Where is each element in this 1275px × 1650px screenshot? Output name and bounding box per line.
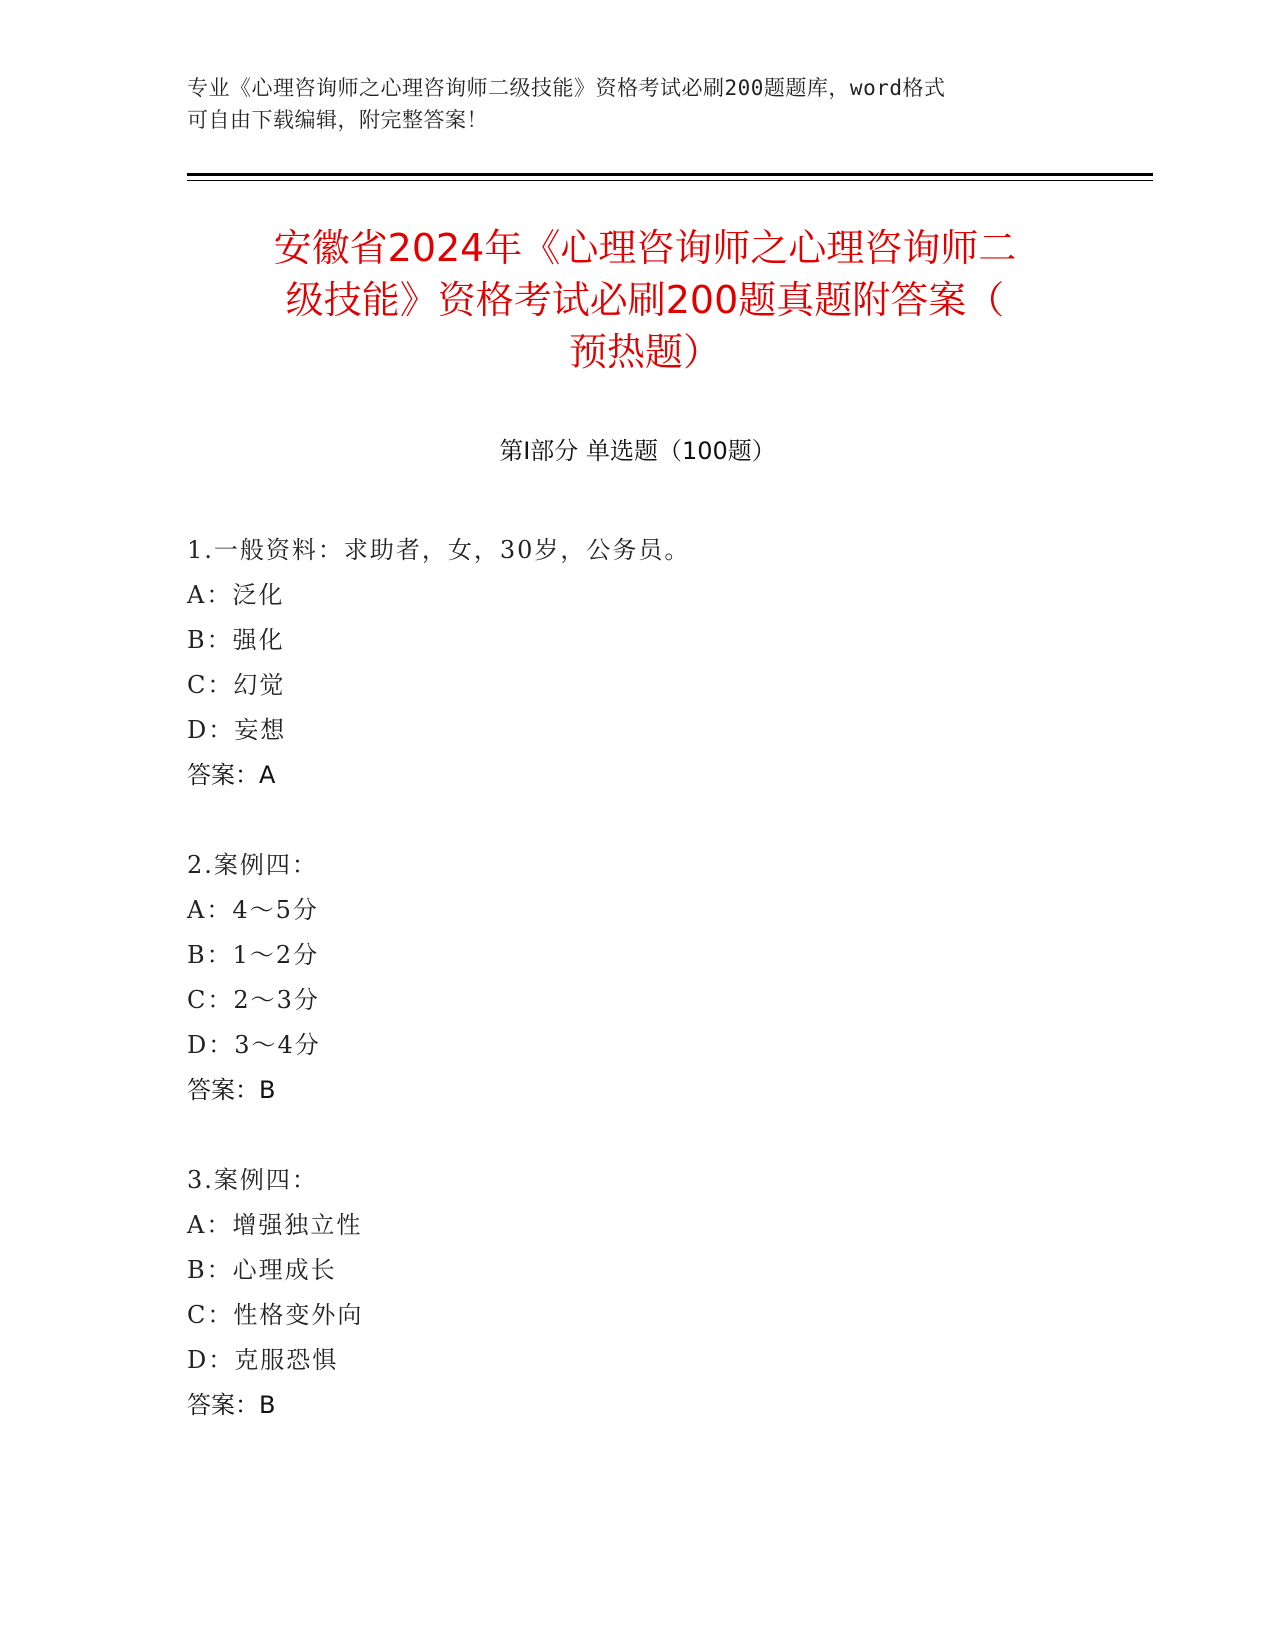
question-stem: 2.案例四： — [187, 851, 318, 879]
header-divider-thick — [187, 173, 1153, 176]
header-note — [187, 72, 1067, 136]
question-stem: 3.案例四： — [187, 1166, 318, 1194]
document-title — [180, 222, 1110, 378]
question-option-d: D：妄想 — [187, 716, 287, 744]
document-title-line-2: 级技能》资格考试必刷200题真题附答案（ — [285, 278, 1005, 322]
question-list — [187, 528, 1087, 1473]
question-option-d: D：克服恐惧 — [187, 1346, 339, 1374]
section-heading: 第Ⅰ部分 单选题（100题） — [499, 437, 776, 465]
question-option-b: B：1～2分 — [187, 941, 320, 969]
document-title-line-3: 预热题） — [568, 330, 721, 374]
question-option-a: A：增强独立性 — [187, 1211, 363, 1239]
question-item — [187, 528, 1087, 798]
question-answer: 答案：B — [187, 1076, 276, 1104]
question-option-b: B：心理成长 — [187, 1256, 337, 1284]
header-note-line-1: 专业《心理咨询师之心理咨询师二级技能》资格考试必刷200题题库，word格式 — [187, 76, 946, 100]
question-answer: 答案：B — [187, 1391, 276, 1419]
question-answer: 答案：A — [187, 761, 276, 789]
question-option-a: A：4～5分 — [187, 896, 319, 924]
question-option-a: A：泛化 — [187, 581, 285, 609]
question-item — [187, 843, 1087, 1113]
header-note-line-2: 可自由下载编辑，附完整答案！ — [187, 108, 488, 132]
question-option-b: B：强化 — [187, 626, 285, 654]
question-item — [187, 1158, 1087, 1428]
question-option-c: C：2～3分 — [187, 986, 320, 1014]
document-title-line-1: 安徽省2024年《心理咨询师之心理咨询师二 — [273, 226, 1017, 270]
question-option-d: D：3～4分 — [187, 1031, 321, 1059]
question-stem: 1.一般资料：求助者，女，30岁，公务员。 — [187, 536, 691, 564]
header-divider-thin — [187, 180, 1153, 181]
question-option-c: C：性格变外向 — [187, 1301, 364, 1329]
question-option-c: C：幻觉 — [187, 671, 286, 699]
